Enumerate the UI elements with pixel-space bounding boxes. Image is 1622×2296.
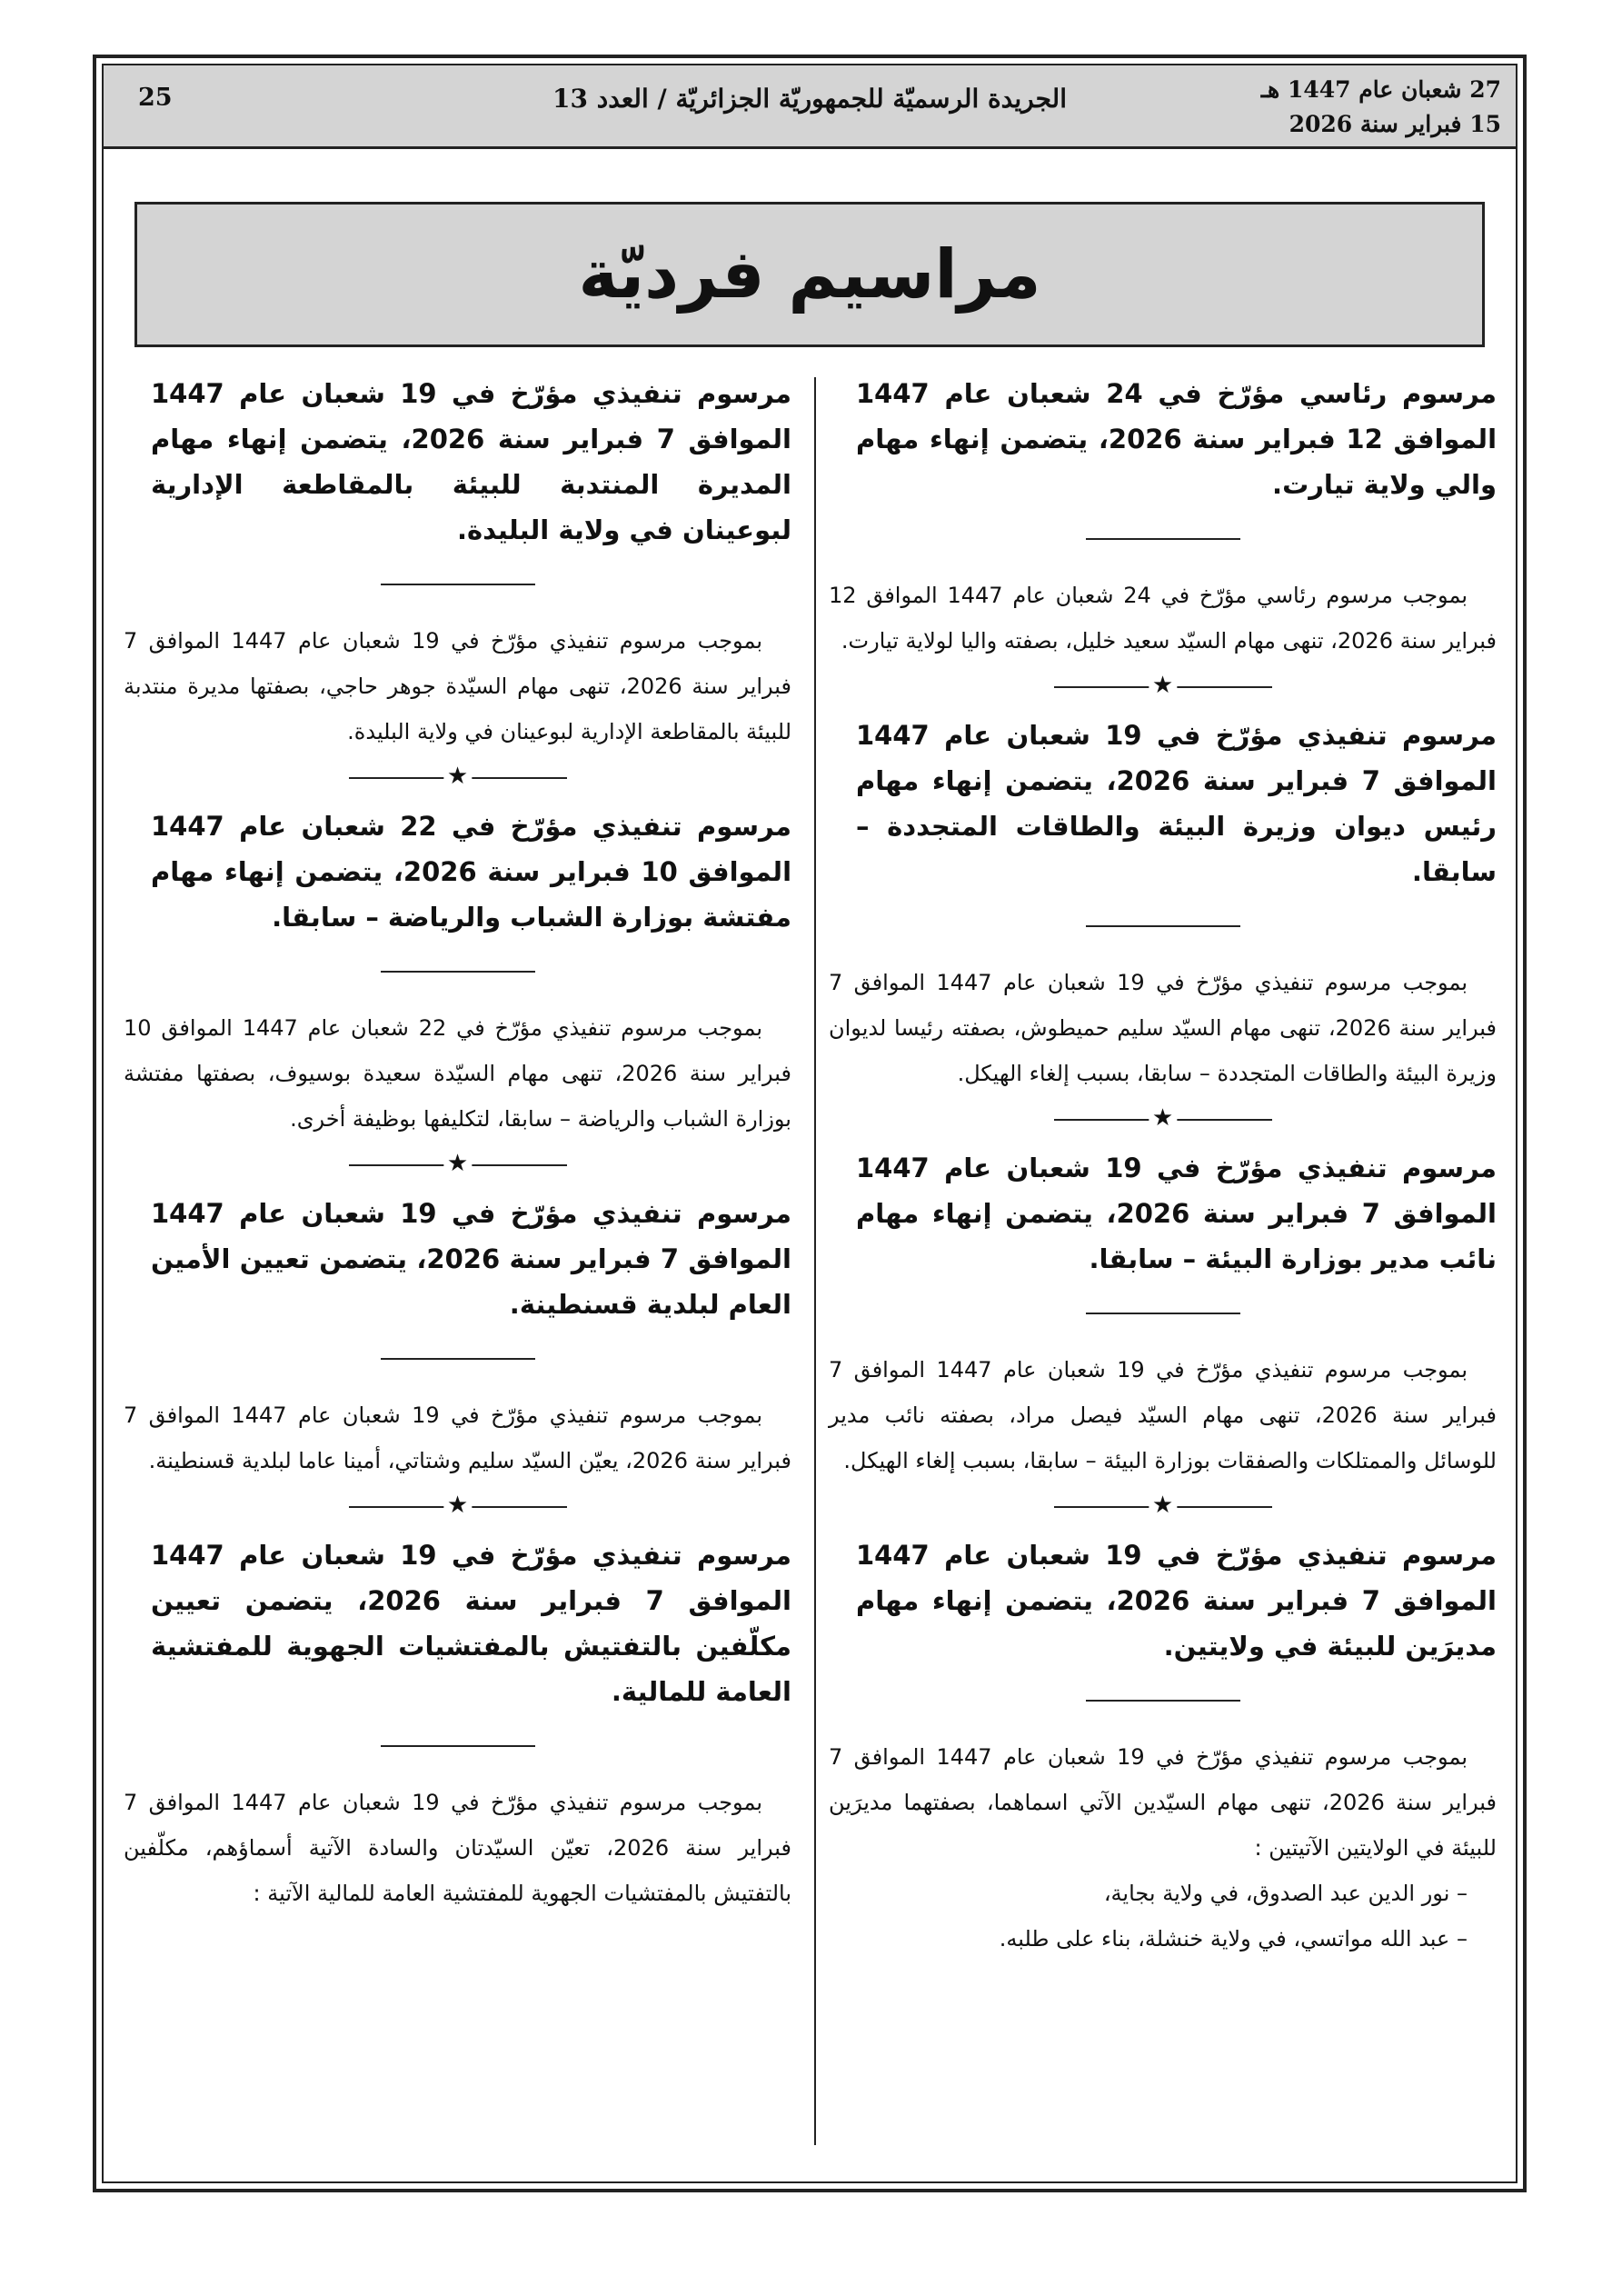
decree-title: مرسوم تنفيذي مؤرّخ في 19 شعبان عام 1447 الموافق 7 فبراير سنة 2026، يتضمن إنهاء مهام نائب مدير بوزارة البيئة – سابقا. <box>856 1153 1497 1274</box>
gazette-title: الجريدة الرسميّة للجمهوريّة الجزائريّة / العدد 13 <box>552 84 1067 114</box>
decree-title: مرسوم تنفيذي مؤرّخ في 19 شعبان عام 1447 الموافق 7 فبراير سنة 2026، يتضمن تعيين الأمين العام لبلدية قسنطينة. <box>151 1198 791 1320</box>
page-number: 25 <box>138 84 173 112</box>
decree-title: مرسوم تنفيذي مؤرّخ في 19 شعبان عام 1447 الموافق 7 فبراير سنة 2026، يتضمن إنهاء مهام المديرة المنتدبة للبيئة بالمقاطعة الإدارية لبوعينان في ولاية البليدة. <box>151 378 791 545</box>
decree <box>829 371 1497 664</box>
decree <box>124 804 791 1142</box>
title-rule <box>1086 1313 1240 1314</box>
page-header <box>104 65 1516 149</box>
decree <box>124 1191 791 1483</box>
decree-title: مرسوم رئاسي مؤرّخ في 24 شعبان عام 1447 الموافق 12 فبراير سنة 2026، يتضمن إنهاء مهام والي ولاية تيارت. <box>856 378 1498 500</box>
left-column <box>124 371 791 1916</box>
title-rule <box>1086 925 1240 927</box>
star-icon: ★ <box>443 1492 472 1519</box>
decree-paragraph: بموجب مرسوم تنفيذي مؤرّخ في 22 شعبان عام 1447 الموافق 10 فبراير سنة 2026، تنهى مهام السيّدة سعيدة بوسيوف، بصفتها مفتشة بوزارة الشباب والرياضة – سابقا، لتكليفها بوظيفة أخرى. <box>124 1015 791 1132</box>
star-icon: ★ <box>1149 1492 1177 1519</box>
right-column <box>829 371 1497 1962</box>
decree-body <box>829 1734 1497 1962</box>
star-icon: ★ <box>443 1150 472 1177</box>
decree-separator <box>1054 1104 1272 1132</box>
decree-paragraph: بموجب مرسوم تنفيذي مؤرّخ في 19 شعبان عام 1447 الموافق 7 فبراير سنة 2026، تنهى مهام السيّدة جوهر حاجي، بصفتها مديرة منتدبة للبيئة بالمقاطعة الإدارية لبوعينان في ولاية البليدة. <box>124 628 791 744</box>
decree-paragraph: بموجب مرسوم تنفيذي مؤرّخ في 19 شعبان عام 1447 الموافق 7 فبراير سنة 2026، تعيّن السيّدتان والسادة الآتية أسماؤهم، مكلّفين بالتفتيش بالمفتشيات الجهوية للمفتشية العامة للمالية الآتية : <box>124 1790 791 1906</box>
star-icon: ★ <box>1149 672 1177 699</box>
title-rule <box>381 1745 535 1747</box>
decree-title: مرسوم تنفيذي مؤرّخ في 19 شعبان عام 1447 الموافق 7 فبراير سنة 2026، يتضمن تعيين مكلّفين بالتفتيش بالمفتشيات الجهوية للمفتشية العامة للمالية. <box>151 1540 791 1707</box>
column-divider <box>814 377 816 2145</box>
section-banner <box>134 202 1485 347</box>
decree-body <box>829 1347 1497 1483</box>
title-rule <box>1086 538 1240 540</box>
date-hijri: 27 شعبان عام 1447 هـ <box>1260 76 1501 103</box>
decree-separator <box>1054 672 1272 699</box>
decree-paragraph: بموجب مرسوم تنفيذي مؤرّخ في 19 شعبان عام 1447 الموافق 7 فبراير سنة 2026، تنهى مهام السيّد فيصل مراد، بصفته نائب مدير للوسائل والممتلكات والصفقات بوزارة البيئة – سابقا، بسبب إلغاء الهيكل. <box>829 1357 1498 1473</box>
decree-paragraph: بموجب مرسوم تنفيذي مؤرّخ في 19 شعبان عام 1447 الموافق 7 فبراير سنة 2026، تنهى مهام السيّد سليم حميطوش، بصفته رئيسا لديوان وزيرة البيئة والطاقات المتجددة – سابقا، بسبب إلغاء الهيكل. <box>829 970 1497 1086</box>
decree-body <box>829 573 1497 664</box>
title-rule <box>381 584 535 585</box>
star-icon: ★ <box>443 763 472 790</box>
decree-separator <box>349 763 567 790</box>
decree-body <box>124 1393 791 1483</box>
decree <box>829 1145 1497 1483</box>
decree <box>829 713 1497 1096</box>
decree-title: مرسوم تنفيذي مؤرّخ في 22 شعبان عام 1447 الموافق 10 فبراير سنة 2026، يتضمن إنهاء مهام مفتشة بوزارة الشباب والرياضة – سابقا. <box>151 811 792 933</box>
decree-paragraph: بموجب مرسوم تنفيذي مؤرّخ في 19 شعبان عام 1447 الموافق 7 فبراير سنة 2026، تنهى مهام السيّدين الآتي اسماهما، بصفتهما مديرَين للبيئة في الولايتين الآتيتين : <box>829 1744 1497 1861</box>
decree-body <box>829 960 1497 1096</box>
decree <box>124 1532 791 1916</box>
date-gregorian: 15 فبراير سنة 2026 <box>1289 111 1501 137</box>
decree-separator <box>349 1492 567 1519</box>
title-rule <box>1086 1700 1240 1702</box>
decree-paragraph: بموجب مرسوم تنفيذي مؤرّخ في 19 شعبان عام 1447 الموافق 7 فبراير سنة 2026، يعيّن السيّد سليم وشتاتي، أمينا عاما لبلدية قسنطينة. <box>124 1403 791 1473</box>
section-title: مراسيم فرديّة <box>578 235 1041 314</box>
title-rule <box>381 1358 535 1360</box>
decree-body <box>124 618 791 754</box>
decree-separator <box>349 1150 567 1177</box>
decree-paragraph: بموجب مرسوم رئاسي مؤرّخ في 24 شعبان عام 1447 الموافق 12 فبراير سنة 2026، تنهى مهام السيّد سعيد خليل، بصفته واليا لولاية تيارت. <box>829 583 1497 654</box>
decree-title: مرسوم تنفيذي مؤرّخ في 19 شعبان عام 1447 الموافق 7 فبراير سنة 2026، يتضمن إنهاء مهام رئيس ديوان وزيرة البيئة والطاقات المتجددة – سابقا. <box>856 720 1497 887</box>
decree <box>829 1532 1497 1962</box>
decree <box>124 371 791 754</box>
decree-body <box>124 1005 791 1142</box>
decree-title: مرسوم تنفيذي مؤرّخ في 19 شعبان عام 1447 الموافق 7 فبراير سنة 2026، يتضمن إنهاء مهام مديرَين للبيئة في ولايتين. <box>856 1540 1497 1662</box>
decree-body <box>124 1780 791 1916</box>
decree-list-item: – عبد الله مواتسي، في ولاية خنشلة، بناء على طلبه. <box>999 1926 1468 1952</box>
decree-separator <box>1054 1492 1272 1519</box>
issue-dates <box>1261 73 1501 142</box>
decree-list-item: – نور الدين عبد الصدوق، في ولاية بجاية، <box>1103 1881 1468 1906</box>
star-icon: ★ <box>1149 1104 1177 1132</box>
title-rule <box>381 971 535 973</box>
